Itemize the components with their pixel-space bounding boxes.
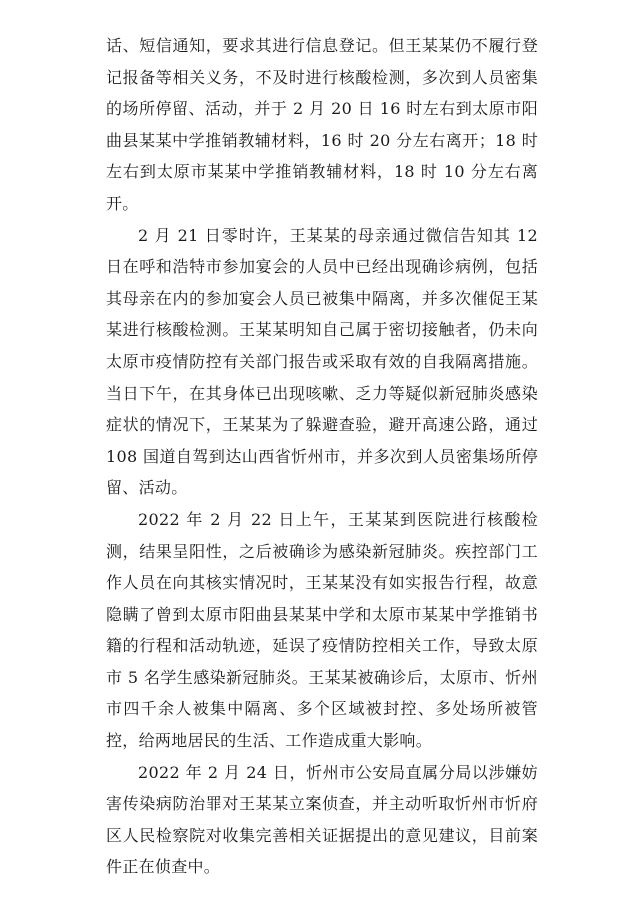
paragraph-feb-21: 2 月 21 日零时许，王某某的母亲通过微信告知其 12 日在呼和浩特市参加宴会的人员中已经出现确诊病例，包括其母亲在内的参加宴会人员已被集中隔离，并多次催促王某某进行核酸检测。王某某明知自己属于密切接触者，仍未向太原市疫情防控有关部门报告或采取有效的自我隔离措施。当日下午，在其身体已出现咳嗽、乏力等疑似新冠肺炎感染症状的情况下，王某某为了躲避查验，避开高速公路，通过 108 国道自驾到达山西省忻州市，并多次到人员密集场所停留、活动。 — [106, 225, 538, 498]
paragraph-feb-22: 2022 年 2 月 22 日上午，王某某到医院进行核酸检测，结果呈阳性，之后被确诊为感染新冠肺炎。疾控部门工作人员在向其核实情况时，王某某没有如实报告行程，故意隐瞒了曾到太原市阳曲县某某中学和太原市某某中学推销书籍的行程和活动轨迹，延误了疫情防控相关工作，导致太原市 5 名学生感染新冠肺炎。王某某被确诊后，太原市、忻州市四千余人被集中隔离、多个区域被封控、多处场所被管控，给两地居民的生活、工作造成重大影响。 — [106, 509, 538, 751]
paragraph-feb-24: 2022 年 2 月 24 日，忻州市公安局直属分局以涉嫌妨害传染病防治罪对王某某立案侦查，并主动听取忻州市忻府区人民检察院对收集完善相关证据提出的意见建议，目前案件正在侦查中。 — [106, 762, 538, 877]
document-body — [106, 30, 538, 883]
paragraph-continued: 话、短信通知，要求其进行信息登记。但王某某仍不履行登记报备等相关义务，不及时进行核酸检测，多次到人员密集的场所停留、活动，并于 2 月 20 日 16 时左右到太原市阳曲县某某中学推销教辅材料，16 时 20 分左右离开；18 时左右到太原市某某中学推销教辅材料，18 时 10 分左右离开。 — [106, 36, 538, 213]
